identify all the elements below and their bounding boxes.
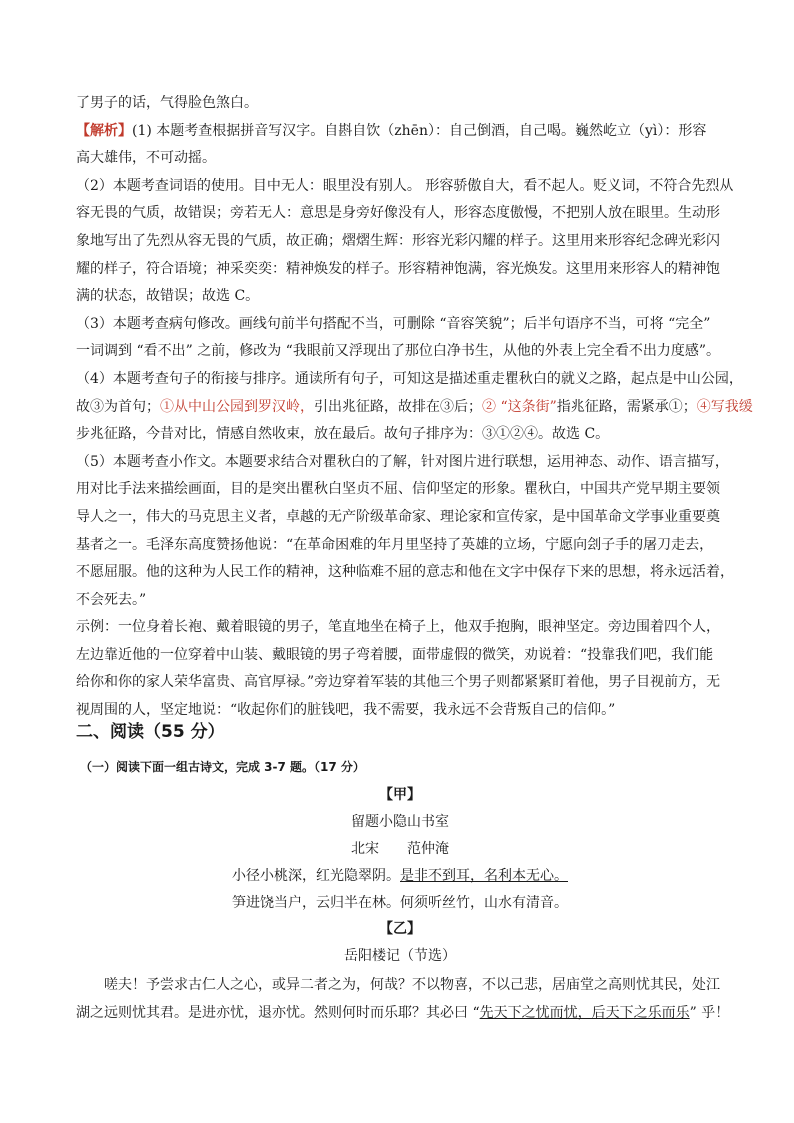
text-span: ” 乎！ (689, 1005, 730, 1021)
text-line: 耀的样子，符合语境；神采奕奕：精神焕发的样子。形容精神饱满，容光焕发。这里用来形容人的精神饱 (76, 260, 720, 277)
text-line: 高大雄伟，不可动摇。 (76, 150, 216, 167)
section-subheading: （一）阅读下面一组古诗文，完成 3-7 题。（17 分） (80, 760, 365, 774)
poem-a-line-2: 笋进饶当户，云归半在林。何须听丝竹，山水有清音。 (232, 895, 568, 911)
highlight-span: ①从中山公园到罗汉岭， (160, 398, 314, 415)
text-line: （2）本题考查词语的使用。目中无人：眼里没有别人。 形容骄傲自大，看不起人。贬义词，不符合先烈从 (76, 177, 734, 194)
text-line: 不会死去。” (76, 591, 147, 608)
text-line: （3）本题考查病句修改。画线句前半句搭配不当，可删除 “音容笑貌”；后半句语序不当，可将 “完全” (76, 315, 711, 332)
text-line: 了男子的话，气得脸色煞白。 (76, 95, 258, 111)
text-span: 引出兆征路，故排在③后； (314, 398, 482, 415)
text-line: 一词调到 “看不出” 之前，修改为 “我眼前又浮现出了那位白净书生，从他的外表上完全看不出力度感”。 (76, 343, 720, 360)
text-line: 导人之一，伟大的马克思主义者，卓越的无产阶级革命家、理论家和宣传家，是中国革命文学事业重要奠 (76, 508, 720, 525)
poem-a-line-1 (76, 864, 724, 888)
highlight-span: ④写我缓 (696, 398, 753, 415)
analysis-line-1 (76, 118, 724, 146)
section-heading: 二、阅读（55 分） (76, 722, 225, 742)
text-line: 满的状态，故错误；故选 C。 (76, 288, 260, 305)
text-line: 用对比手法来描绘画面，目的是突出瞿秋白坚贞不屈、信仰坚定的形象。瞿秋白，中国共产党早期主要领 (76, 481, 720, 498)
text-span: 湖之远则忧其君。是进亦忧，退亦忧。然则何时而乐耶？其必曰 “ (76, 1005, 480, 1021)
poem-b-tag: 【乙】 (379, 921, 421, 937)
passage-b (76, 971, 730, 1027)
underlined-text: 是非不到耳，名利本无心。 (400, 868, 568, 884)
answer-text-block (76, 90, 753, 725)
text-line: 象地写出了先烈从容无畏的气质，故正确；熠熠生辉：形容光彩闪耀的样子。这里用来形容纪念碑光彩闪 (76, 232, 720, 249)
text-line: 左边靠近他的一位穿着中山装、戴眼镜的男子弯着腰，面带虚假的微笑，劝说着：“投靠我们吧，我们能 (76, 646, 714, 663)
underlined-text: 先天下之忧而忧，后天下之乐而乐 (479, 1005, 690, 1021)
text-line: （4）本题考查句子的衔接与排序。通读所有句子，可知这是描述重走瞿秋白的就义之路，起点是中山公园， (76, 370, 743, 387)
text-line: 不愿屈服。他的这种为人民工作的精神，这种临难不屈的意志和他在文字中保存下来的思想，将永远活着， (76, 564, 734, 581)
text-line: 步兆征路，今昔对比，情感自然收束，放在最后。故句子排序为：③①②④。故选 C。 (76, 426, 610, 443)
poem-a-title: 留题小隐山书室 (351, 814, 449, 830)
text-line (76, 394, 753, 422)
text-line: 示例：一位身着长袍、戴着眼镜的男子，笔直地坐在椅子上，他双手抱胸，眼神坚定。旁边围着四个人， (76, 619, 720, 636)
poem-b-title: 岳阳楼记（节选） (344, 948, 456, 964)
text-span: 指兆征路，需紧承①； (556, 398, 697, 415)
text-line: 基者之一。毛泽东高度赞扬他说：“在革命困难的年月里坚持了英雄的立场，宁愿向刽子手的屠刀走去， (76, 536, 714, 553)
text-line: 容无畏的气质，故错误；旁若无人：意思是身旁好像没有人，形容态度傲慢，不把别人放在眼里。生动形 (76, 205, 720, 222)
analysis-label: 【解析】 (76, 122, 132, 139)
text-line (76, 999, 730, 1027)
highlight-span: ② “这条街” (482, 398, 557, 415)
text-line: （5）本题考查小作文。本题要求结合对瞿秋白的了解，针对图片进行联想，运用神态、动作、语言描写， (76, 453, 729, 470)
poem-line-text: 小径小桃深，红光隐翠阴。 (232, 868, 400, 884)
text-line: 视周围的人，坚定地说：“收起你们的脏钱吧，我不需要，我永远不会背叛自己的信仰。” (76, 702, 616, 719)
text-line: 嗟夫！予尝求古仁人之心，或异二者之为，何哉？不以物喜，不以己悲，居庙堂之高则忧其民，处江 (104, 977, 720, 993)
text-line: 给你和你的家人荣华富贵、高官厚禄。”旁边穿着军装的其他三个男子则都紧紧盯着他，男子目视前方，无 (76, 674, 721, 691)
poem-a-tag: 【甲】 (379, 787, 421, 803)
text-span: 故③为首句； (76, 398, 160, 415)
poem-a-author: 北宋 范仲淹 (351, 841, 449, 857)
text-span: (1) 本题考查根据拼音写汉字。自斟自饮（zhēn）：自己倒酒，自己喝。巍然屹立（yì）：形容 (132, 122, 707, 139)
